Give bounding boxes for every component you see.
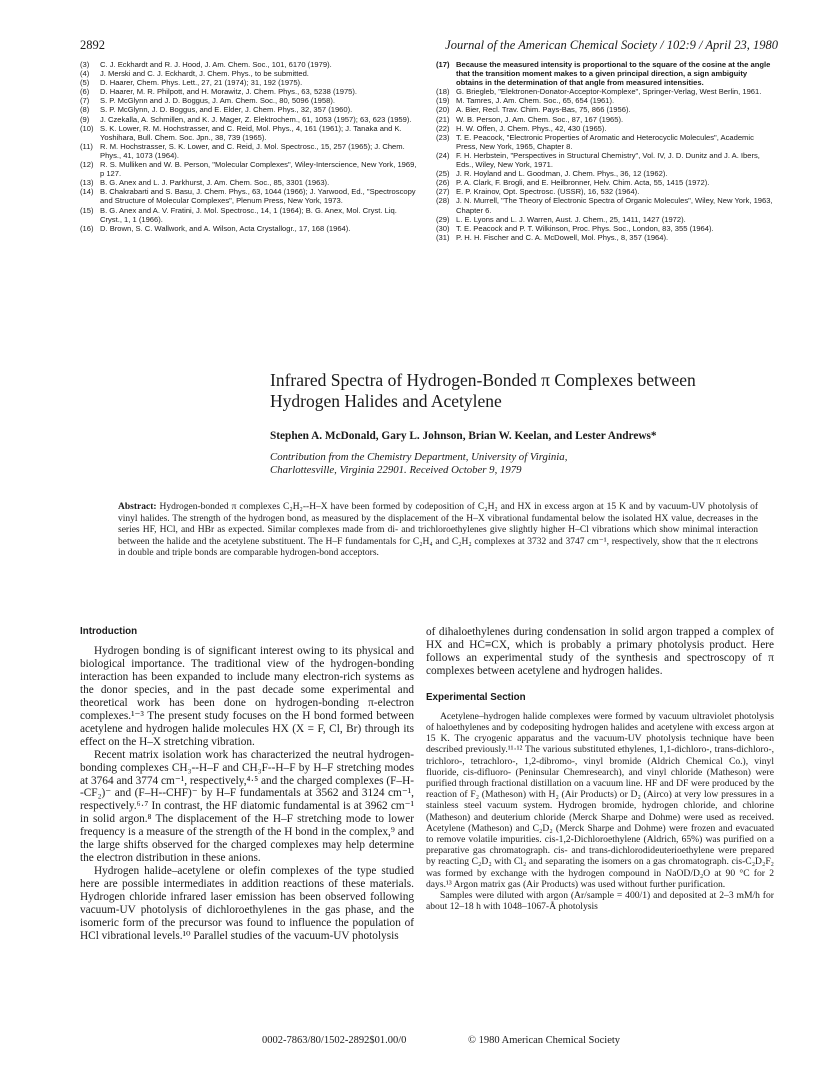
footer-code: 0002-7863/80/1502-2892$01.00/0: [262, 1035, 407, 1046]
introduction-paragraph: Hydrogen halide–acetylene or olefin complexes of the type studied here are possible intermediates in addition reactions of these materials. Hydrogen chloride infrared laser emission has been observed following vacuum-UV photolysis of dichloroethylenes in the gas phase, and the isomeric form of the precursor was found to influence the population of HCl vibrational levels.¹⁰ Parallel studies of the vacuum-UV photolysis: [80, 865, 414, 942]
reference-item: (7) S. P. McGlynn and J. D. Boggus, J. Am. Chem. Soc., 80, 5096 (1958).: [80, 96, 335, 106]
affiliation-received-line: Charlottesville, Virginia 22901. Received October 9, 1979: [270, 464, 522, 476]
reference-item: (28) J. N. Murrell, "The Theory of Electronic Spectra of Organic Molecules", Wiley, New York, 1963, Chapter 6.: [436, 196, 773, 215]
experimental-heading: Experimental Section: [426, 691, 526, 703]
abstract-label: Abstract:: [118, 502, 157, 512]
reference-item: (10) S. K. Lower, R. M. Hochstrasser, and C. Reid, Mol. Phys., 4, 161 (1961); J. Tanaka and K. Yoshihara, Bull. Chem. Soc. Jpn., 38, 739 (1965).: [80, 123, 402, 142]
reference-item: (8) S. P. McGlynn, J. D. Boggus, and E. Elder, J. Chem. Phys., 32, 357 (1960).: [80, 105, 353, 115]
reference-item: (16) D. Brown, S. C. Wallwork, and A. Wilson, Acta Crystallogr., 17, 168 (1964).: [80, 223, 351, 233]
introduction-paragraph: Recent matrix isolation work has characterized the neutral hydrogen-bonding complexes CH₃--H–F and CH₃F--H–F by H–F stretching modes at 3764 and 3774 cm⁻¹, respectively,⁴·⁵ and the charged complexes (F–H--CF₂)⁻ and (F–H--CHF)⁻ by H–F fundamentals at 3562 and 3124 cm⁻¹, respectively.⁶·⁷ In contrast, the HF diatomic fundamental is at 3962 cm⁻¹ in solid argon.⁸ The displacement of the H–F stretching mode to lower frequency is a measure of the strength of the H bond in the complex,⁹ and the large shifts observed for the charged complexes may help determine the electron distribution in these anions.: [80, 748, 414, 865]
reference-item: (20) A. Bier, Recl. Trav. Chim. Pays-Bas, 75, 866 (1956).: [436, 105, 631, 115]
reference-item: (6) D. Haarer, M. R. Philpott, and H. Morawitz, J. Chem. Phys., 63, 5238 (1975).: [80, 87, 358, 97]
running-header: Journal of the American Chemical Society / 102:9 / April 23, 1980: [445, 38, 778, 52]
reference-item: (23) T. E. Peacock, "Electronic Properties of Aromatic and Heterocyclic Molecules", Academic Press, New York, 1965, Chapter 8.: [436, 132, 754, 151]
reference-item: (30) T. E. Peacock and P. T. Wilkinson, Proc. Phys. Soc., London, 83, 355 (1964).: [436, 223, 714, 233]
reference-item: (19) M. Tamres, J. Am. Chem. Soc., 65, 654 (1961).: [436, 96, 615, 106]
introduction-paragraph: Hydrogen bonding is of significant interest owing to its physical and biological importance. The traditional view of the hydrogen-bonding interaction has been expanded to include many electron-rich systems as the donor species, and in the past decade some experimental and theoretical work has been done on hydrogen-bonding π-electron complexes.¹⁻³ The present study focuses on the H bond formed between acetylene and hydrogen halide molecules HX (X = F, Cl, Br) through its effect on the H–X stretching vibration.: [80, 645, 414, 748]
introduction-continuation: of dihaloethylenes during condensation in solid argon trapped a complex of HX and HC≡CX, which is probably a primary photolysis product. Here follows an experimental study of the synthesis and spectroscopy of π complexes between acetylene and hydrogen halides.: [426, 626, 774, 677]
reference-item: (5) D. Haarer, Chem. Phys. Lett., 27, 21 (1974); 31, 192 (1975).: [80, 78, 303, 88]
reference-item: (27) E. P. Krainov, Opt. Spectrosc. (USSR), 16, 532 (1964).: [436, 187, 640, 197]
reference-item: (17) Because the measured intensity is proportional to the square of the cosine at the angle that the transition moment makes to a given principal direction, a sign ambiguity obtains in the determination of that angle from measured intensities.: [436, 60, 771, 88]
article-authors: Stephen A. McDonald, Gary L. Johnson, Brian W. Keelan, and Lester Andrews*: [270, 430, 657, 442]
reference-item: (11) R. M. Hochstrasser, S. K. Lower, and C. Reid, J. Mol. Spectrosc., 15, 257 (1965); J. Chem. Phys., 41, 1073 (1964).: [80, 141, 405, 160]
experimental-paragraph: Samples were diluted with argon (Ar/sample = 400/1) and deposited at 2–3 mM/h for about 12–18 h with 1048–1067-Å photolysis: [426, 890, 774, 913]
footer-copyright: © 1980 American Chemical Society: [468, 1035, 621, 1046]
reference-item: (13) B. G. Anex and L. J. Parkhurst, J. Am. Chem. Soc., 85, 3301 (1963).: [80, 178, 330, 188]
reference-item: (9) J. Czekalla, A. Schmillen, and K. J. Mager, Z. Elektrochem., 61, 1053 (1957); 63, 623 (1959).: [80, 114, 412, 124]
reference-item: (12) R. S. Mulliken and W. B. Person, "Molecular Complexes", Wiley-Interscience, New York, 1969, p 127.: [80, 160, 417, 179]
abstract-text: Hydrogen-bonded π complexes C₂H₂--H–X have been formed by codeposition of C₂H₂ and HX in excess argon at 15 K and by vacuum-UV photolysis of vinyl halides. The strength of the hydrogen bond, as measured by the displacement of the H–X vibrational fundamental below the isolated HX value, decreases in the series HF, HCl, and HBr as expected. Similar complexes made from di- and trichloroethylenes give slightly higher H–Cl vibrations which show minimal interaction between the halide and the acetylene substituent. The H–F fundamentals for C₂H₄ and C₂H₂ complexes at 3732 and 3747 cm⁻¹, respectively, show that the π electrons in double and triple bonds are comparable hydrogen-bond acceptors.: [118, 502, 758, 559]
reference-item: (4) J. Merski and C. J. Eckhardt, J. Chem. Phys., to be submitted.: [80, 69, 309, 79]
introduction-heading: Introduction: [80, 626, 138, 637]
article-title: Infrared Spectra of Hydrogen-Bonded π Complexes between Hydrogen Halides and Acetylene: [270, 370, 696, 411]
reference-item: (24) F. H. Herbstein, "Perspectives in Structural Chemistry", Vol. IV, J. D. Dunitz and J. A. Ibers, Eds., Wiley, New York, 1971.: [436, 150, 760, 170]
reference-item: (29) L. E. Lyons and L. J. Warren, Aust. J. Chem., 25, 1411, 1427 (1972).: [436, 214, 686, 224]
references-left-column: [80, 60, 420, 233]
right-text-column: [426, 626, 774, 912]
reference-item: (22) H. W. Offen, J. Chem. Phys., 42, 430 (1965).: [436, 123, 607, 133]
reference-item: (31) P. H. H. Fischer and C. A. McDowell, Mol. Phys., 8, 357 (1964).: [436, 232, 669, 242]
reference-item: (25) J. R. Hoyland and L. Goodman, J. Chem. Phys., 36, 12 (1962).: [436, 169, 668, 179]
reference-item: (18) G. Briegleb, "Elektronen-Donator-Acceptor-Komplexe", Springer-Verlag, West Berlin, 1961.: [436, 87, 762, 97]
experimental-paragraph: Acetylene–hydrogen halide complexes were formed by vacuum ultraviolet photolysis of haloethylenes and by codepositing hydrogen halides and acetylene with excess argon at 15 K. The cryogenic apparatus and the vacuum-UV photolysis technique have been described previously.¹¹·¹² The various substituted ethylenes, 1,1-dichloro-, trans-dichloro-, trichloro-, tetrachloro-, 1,2-dibromo-, vinyl bromide (Aldrich Chemical Co.), vinyl fluoride, cis-difluoro- (Peninsular Chemresearch), and vinyl chloride (Matheson) were purified through fractional distillation on a vacuum line. HF and DF were produced by the reaction of F₂ (Matheson) with H₂ (Air Products) or D₂ (Airco) at very low pressures in a stainless steel vacuum system. Hydrogen bromide, hydrogen chloride, and chlorine (Matheson) and deuterium chloride (Merck Sharpe and Dohme) were used as received. Acetylene (Matheson) and C₂D₂ (Merck Sharpe and Dohme) were frozen and evacuated to remove volatile impurities. cis-1,2-Dichloroethylene (Aldrich, 65%) was purified on a preparative gas chromatograph. cis- and trans-dichlorodideuterioethylene were prepared by reacting C₂D₂ with Cl₂ and separating the isomers on a gas chromatograph. cis-C₂D₂F₂ was formed by exchange with the hydrogen compound in NaOD/D₂O at 90 °C for 2 days.¹³ Argon matrix gas (Air Products) was used without further purification.: [426, 710, 774, 890]
reference-item: (15) B. G. Anex and A. V. Fratini, J. Mol. Spectrosc., 14, 1 (1964); B. G. Anex, Mol. Cryst. Liq. Cryst., 1, 1 (1966).: [80, 205, 397, 224]
reference-item: (21) W. B. Person, J. Am. Chem. Soc., 87, 167 (1965).: [436, 114, 624, 124]
references-right-column: [436, 60, 774, 242]
affiliation-line: Contribution from the Chemistry Department, University of Virginia,: [270, 451, 568, 463]
reference-item: (14) B. Chakrabarti and S. Basu, J. Chem. Phys., 63, 1044 (1966); J. Yarwood, Ed., "Spectroscopy and Structure of Molecular Complexes", Plenum Press, New York, 1973.: [80, 187, 416, 206]
reference-item: (3) C. J. Eckhardt and R. J. Hood, J. Am. Chem. Soc., 101, 6170 (1979).: [80, 60, 332, 69]
reference-item: (26) P. A. Clark, F. Brogli, and E. Heilbronner, Helv. Chim. Acta, 55, 1415 (1972).: [436, 178, 710, 188]
page-number: 2892: [80, 38, 105, 52]
article-affiliation: [270, 451, 770, 477]
abstract: [118, 502, 758, 560]
introduction-column: [80, 626, 414, 943]
